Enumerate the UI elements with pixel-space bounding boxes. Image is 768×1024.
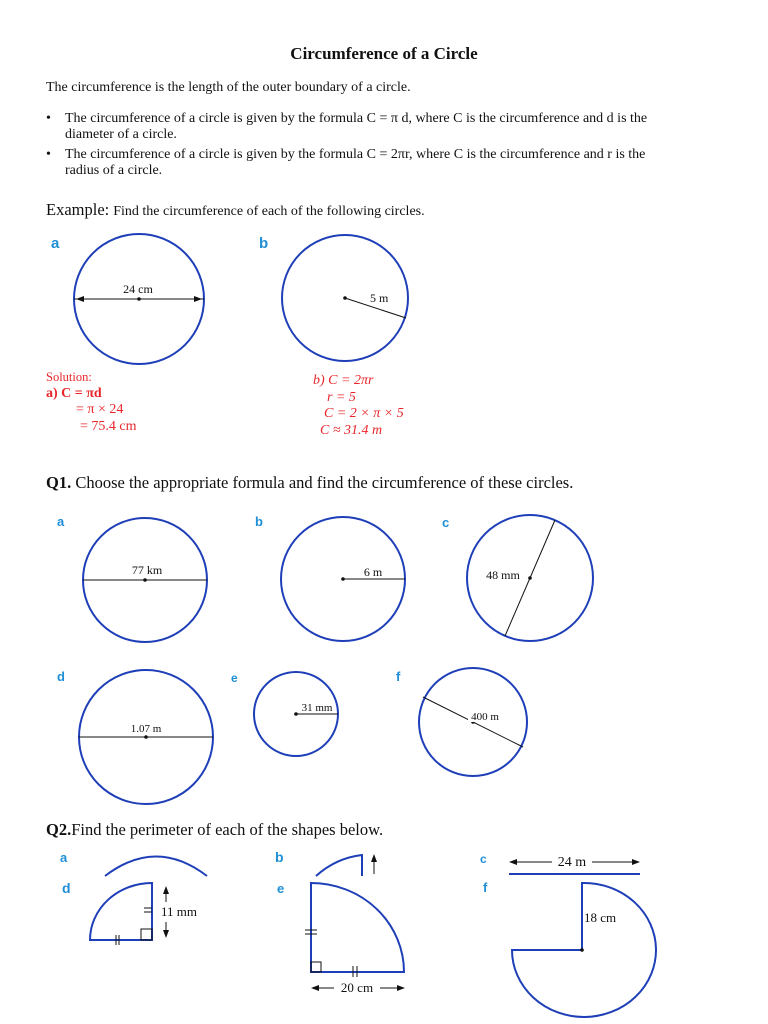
solution-heading: Solution: xyxy=(46,370,92,384)
q2-label-c: c xyxy=(480,852,487,866)
q2-shape-a xyxy=(105,857,207,877)
solution-b-line2: r = 5 xyxy=(327,389,356,405)
q1-circle-e xyxy=(254,672,338,756)
solution-a xyxy=(46,369,137,435)
q1-measure-f: 400 m xyxy=(471,711,499,723)
q2-shape-d xyxy=(90,883,197,945)
solution-b xyxy=(313,373,404,439)
example-circle-b xyxy=(282,235,408,361)
q1-circle-a xyxy=(83,518,207,642)
q1-circle-f xyxy=(419,668,527,776)
example-circle-a xyxy=(74,234,204,364)
q1-measure-a: 77 km xyxy=(131,563,163,577)
q1-circle-b xyxy=(281,517,405,641)
q2-shape-f xyxy=(512,883,656,1017)
q1-label-d: d xyxy=(57,669,65,684)
q2-measure-e: 20 cm xyxy=(340,980,374,995)
example-b-measure: 5 m xyxy=(370,291,389,305)
q1-measure-e: 31 mm xyxy=(301,702,333,714)
bullet-dot: • xyxy=(46,111,51,126)
q2-measure-c: 24 m xyxy=(557,855,587,870)
q2-heading xyxy=(46,820,383,840)
bullet-line: The circumference of a circle is given by the formula C = 2πr, where C is the circumference and r is the xyxy=(65,147,646,162)
q2-measure-f: 18 cm xyxy=(584,910,617,925)
bullet-line: radius of a circle. xyxy=(65,163,163,178)
q1-circle-d xyxy=(79,670,213,804)
q1-circle-c xyxy=(467,515,593,641)
q2-shape-e xyxy=(305,883,405,995)
q2-shape-c xyxy=(509,855,640,874)
example-prefix: Example: xyxy=(46,200,110,219)
q1-text: Choose the appropriate formula and find the circumference of these circles. xyxy=(75,473,574,492)
q1-measure-c: 48 mm xyxy=(486,568,520,582)
q1-number: Q1. xyxy=(46,473,72,492)
q1-measure-b: 6 m xyxy=(363,565,383,579)
q2-label-b: b xyxy=(275,849,284,865)
q1-label-f: f xyxy=(396,669,401,684)
example-label-a: a xyxy=(51,235,60,252)
page-title: Circumference of a Circle xyxy=(290,44,478,63)
bullet-dot: • xyxy=(46,147,51,162)
solution-b-line1: b) C = 2πr xyxy=(313,373,374,388)
q2-measure-d: 11 mm xyxy=(161,904,197,919)
bullet-line: The circumference of a circle is given by the formula C = π d, where C is the circumference and d is the xyxy=(65,111,648,126)
q1-label-e: e xyxy=(231,671,238,685)
example-text: Find the circumference of each of the following circles. xyxy=(113,204,425,219)
solution-a-line3: = 75.4 cm xyxy=(80,418,137,434)
bullet-line: diameter of a circle. xyxy=(65,127,177,142)
q1-label-c: c xyxy=(442,515,450,530)
example-label-b: b xyxy=(259,235,269,252)
q2-label-a: a xyxy=(60,850,68,865)
solution-a-line2: = π × 24 xyxy=(76,402,124,417)
intro-text: The circumference is the length of the outer boundary of a circle. xyxy=(46,80,411,95)
q1-measure-d: 1.07 m xyxy=(130,723,162,735)
q2-label-f: f xyxy=(483,880,488,895)
q2-number: Q2. xyxy=(46,820,72,839)
example-a-measure: 24 cm xyxy=(123,282,153,296)
q2-label-e: e xyxy=(277,881,285,896)
q2-text: Find the perimeter of each of the shapes below. xyxy=(71,820,384,839)
q2-shape-b xyxy=(316,854,377,876)
solution-a-line1: a) C = πd xyxy=(46,385,102,401)
q2-label-d: d xyxy=(62,880,71,896)
q1-label-a: a xyxy=(57,514,65,529)
q1-label-b: b xyxy=(255,514,263,529)
q1-heading xyxy=(46,473,573,493)
solution-b-line3: C = 2 × π × 5 xyxy=(324,406,404,421)
solution-b-line4: C ≈ 31.4 m xyxy=(320,422,383,438)
